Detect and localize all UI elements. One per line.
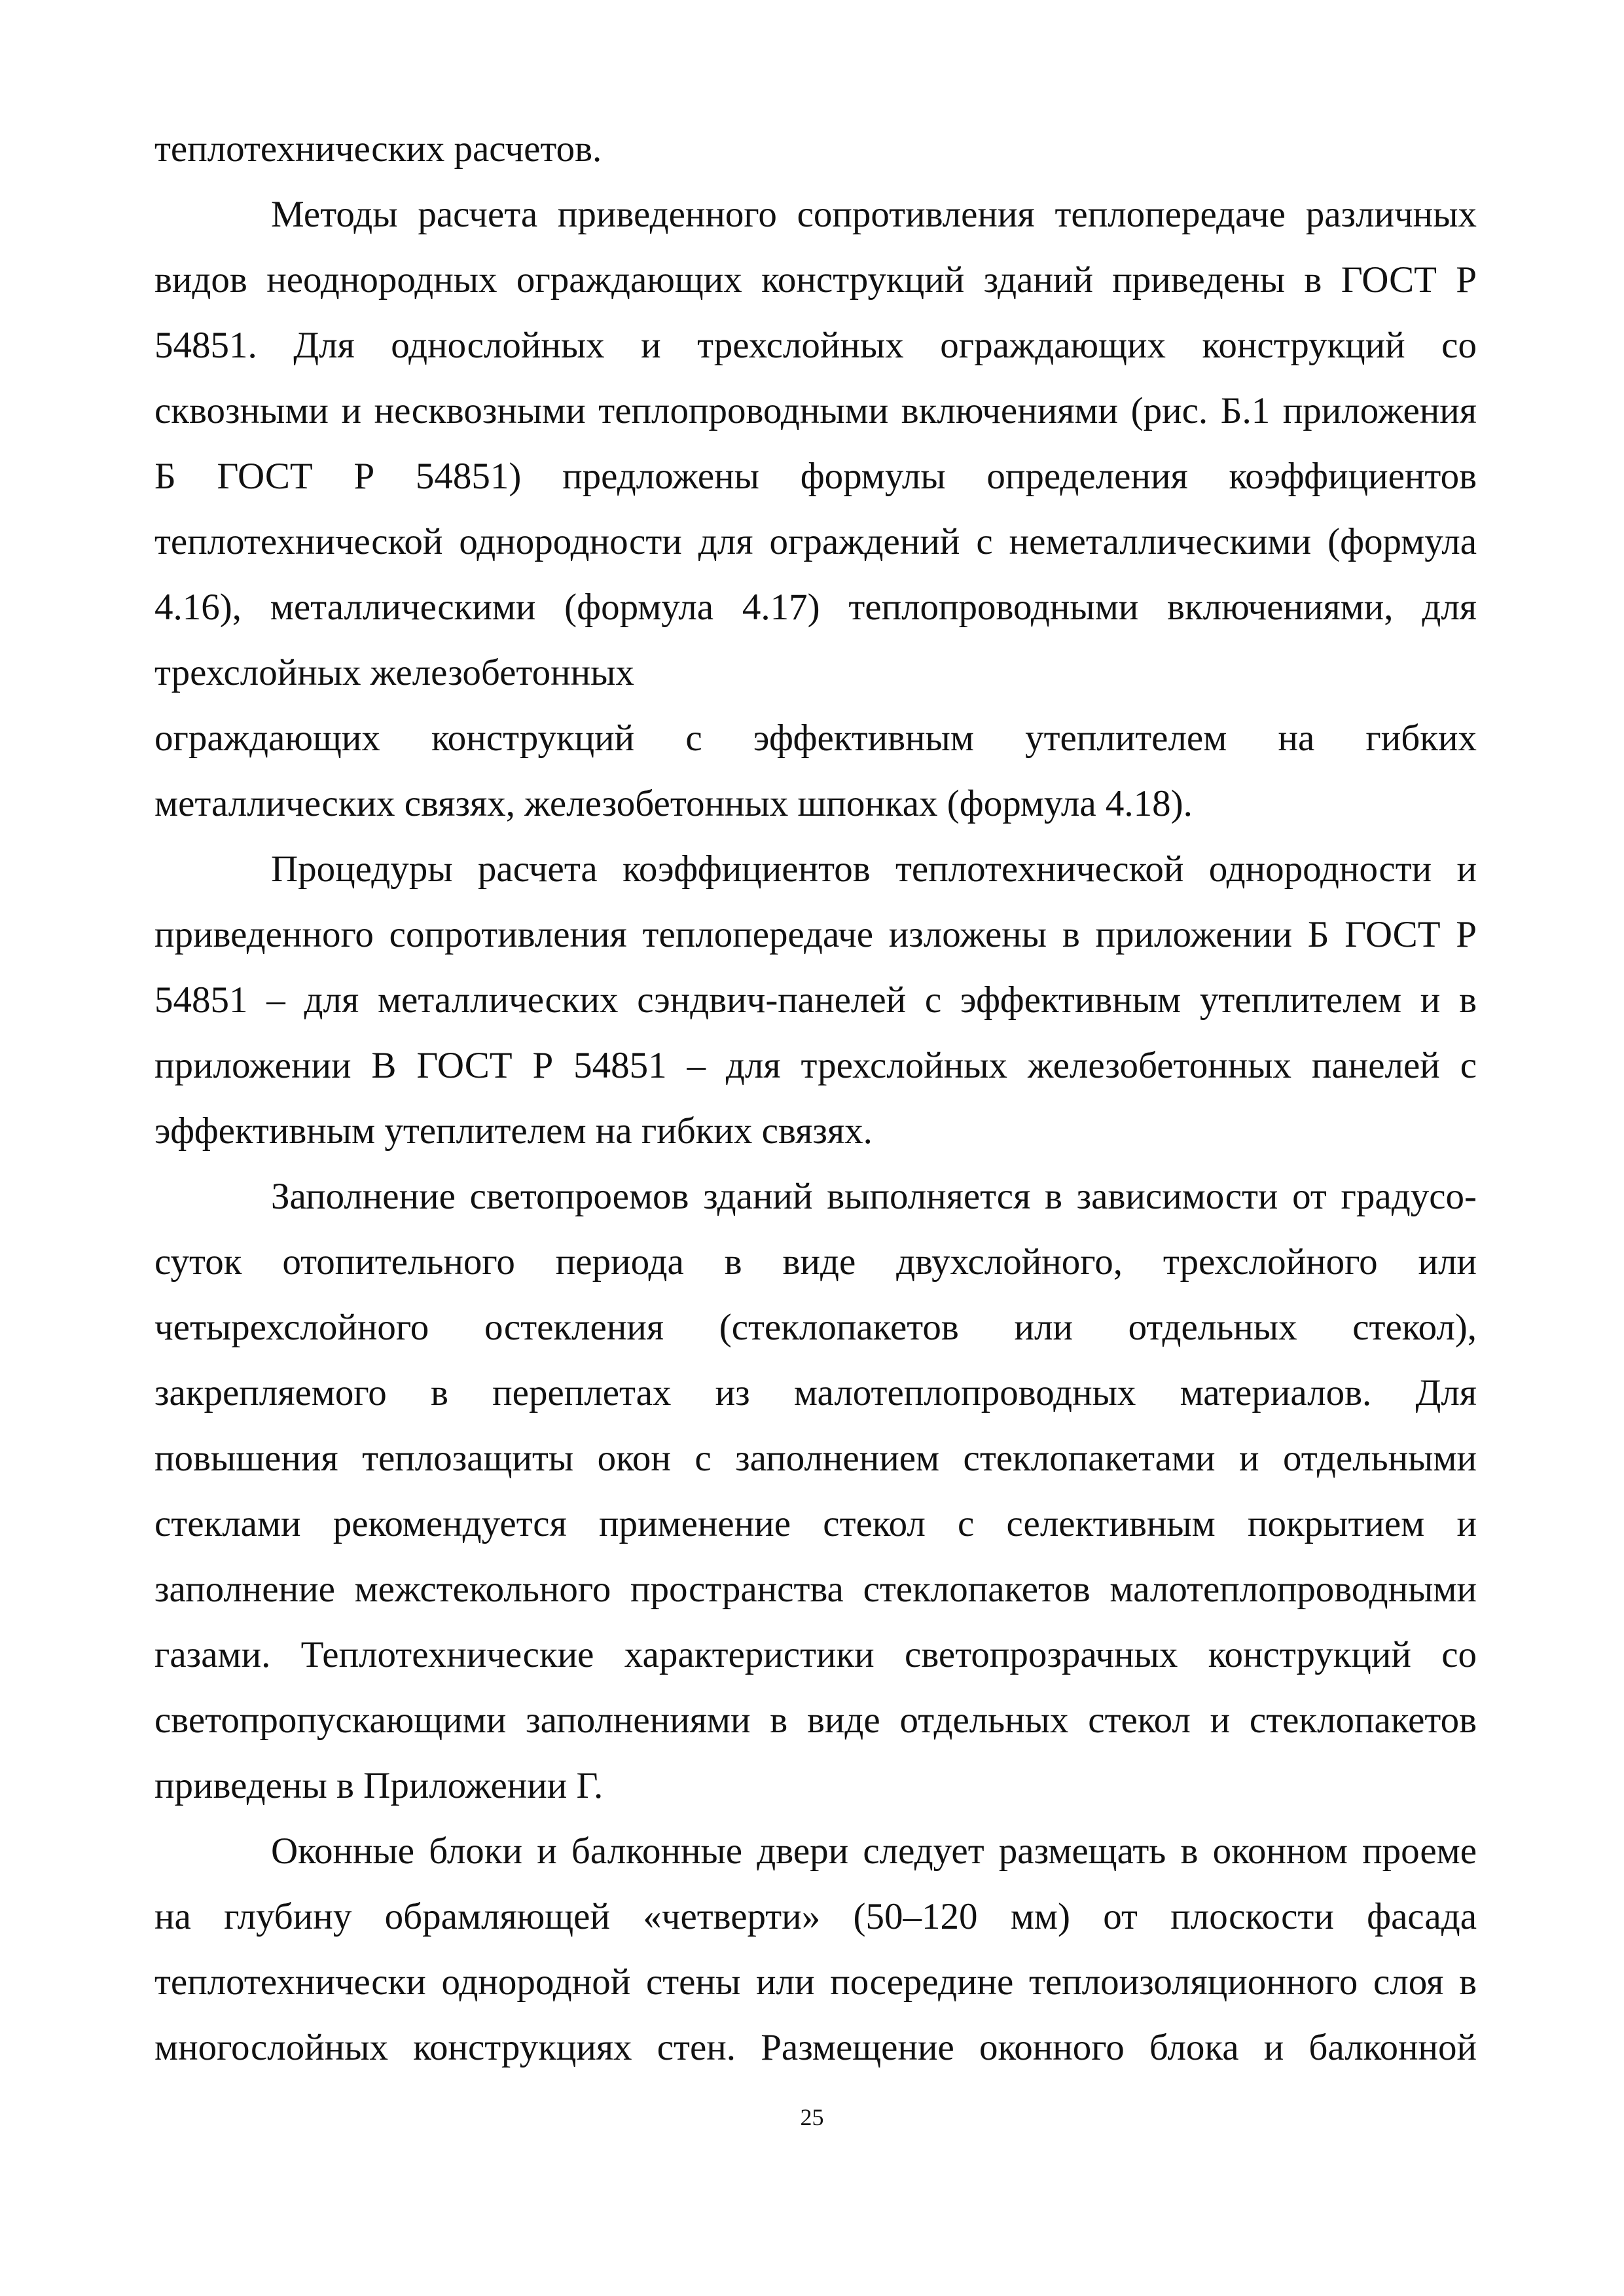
text-line: ограждающих конструкций с эффективным утеплителем на гибких [154, 718, 1477, 759]
text-line: Оконные блоки и балконные двери следует размещать в оконном проеме [271, 1831, 1477, 1872]
text-line: 4.16), металлическими (формула 4.17) теплопроводными включениями, для [154, 587, 1477, 628]
text-line: эффективным утеплителем на гибких связях. [154, 1110, 873, 1152]
text-line: стеклами рекомендуется применение стекол с селективным покрытием и [154, 1503, 1477, 1544]
text-line: сквозными и несквозными теплопроводными включениями (рис. Б.1 приложения [154, 390, 1477, 431]
page-body [154, 117, 1477, 2081]
text-line: Заполнение светопроемов зданий выполняется в зависимости от градусо- [271, 1176, 1477, 1217]
text-line: 54851 – для металлических сэндвич-панелей с эффективным утеплителем и в [154, 979, 1477, 1021]
text-line: видов неоднородных ограждающих конструкций зданий приведены в ГОСТ Р [154, 259, 1477, 301]
text-line: теплотехнических расчетов. [154, 128, 602, 170]
text-line: теплотехнически однородной стены или посередине теплоизоляционного слоя в [154, 1961, 1477, 2003]
text-line: металлических связях, железобетонных шпонках (формула 4.18). [154, 783, 1193, 824]
text-line: многослойных конструкциях стен. Размещение оконного блока и балконной [154, 2027, 1477, 2068]
text-line: суток отопительного периода в виде двухслойного, трехслойного или [154, 1241, 1477, 1283]
text-line: трехслойных железобетонных [154, 652, 634, 693]
text-line: закрепляемого в переплетах из малотеплопроводных материалов. Для [154, 1372, 1477, 1413]
text-line: четырехслойного остекления (стеклопакетов или отдельных стекол), [154, 1307, 1477, 1348]
text-line: на глубину обрамляющей «четверти» (50–120 мм) от плоскости фасада [154, 1896, 1477, 1937]
text-line: 54851. Для однослойных и трехслойных ограждающих конструкций со [154, 325, 1477, 366]
page-number: 25 [800, 2104, 824, 2130]
text-line: Методы расчета приведенного сопротивления теплопередаче различных [271, 194, 1477, 235]
text-line: приложении В ГОСТ Р 54851 – для трехслойных железобетонных панелей с [154, 1045, 1477, 1086]
text-line: приведены в Приложении Г. [154, 1765, 604, 1806]
text-line: теплотехнической однородности для ограждений с неметаллическими (формула [154, 521, 1477, 562]
text-line: заполнение межстекольного пространства стеклопакетов малотеплопроводными [154, 1569, 1477, 1610]
text-line: Б ГОСТ Р 54851) предложены формулы определения коэффициентов [154, 456, 1477, 497]
text-line: светопропускающими заполнениями в виде отдельных стекол и стеклопакетов [154, 1700, 1477, 1741]
text-line: повышения теплозащиты окон с заполнением стеклопакетами и отдельными [154, 1438, 1477, 1479]
text-line: Процедуры расчета коэффициентов теплотехнической однородности и [271, 848, 1477, 890]
text-line: газами. Теплотехнические характеристики светопрозрачных конструкций со [154, 1634, 1477, 1675]
text-line: приведенного сопротивления теплопередаче изложены в приложении Б ГОСТ Р [154, 914, 1477, 955]
